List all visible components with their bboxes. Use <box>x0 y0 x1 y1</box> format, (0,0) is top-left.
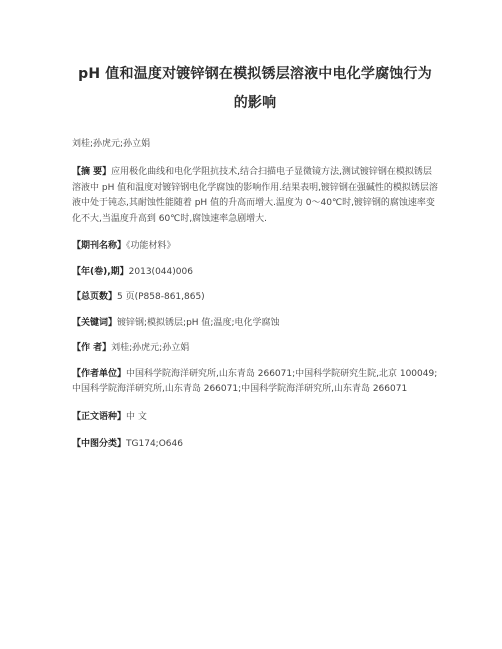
abstract-field <box>72 165 438 227</box>
affiliation-value: 中国科学院海洋研究所,山东青岛 266071;中国科学院研究生院,北京 100049;中国科学院海洋研究所,山东青岛 266071;中国科学院海洋研究所,山东青岛 266071 <box>72 368 438 394</box>
language-value: 中 文 <box>126 411 147 422</box>
abstract-text: 应用极化曲线和电化学阻抗技术,结合扫描电子显微镜方法,测试镀锌钢在模拟锈层溶液中 pH 值和温度对镀锌钢电化学腐蚀的影响作用.结果表明,镀锌钢在强碱性的模拟锈层溶液中处于钝态,其耐蚀性能随着 pH 值的升高而增大.温度为 0～40℃时,镀锌钢的腐蚀速率变化不大,当温度升高到 60℃时,腐蚀速率急剧增大. <box>72 167 438 224</box>
year-value: 2013(044)006 <box>128 266 193 277</box>
classification-value: TG174;O646 <box>126 439 183 449</box>
journal-label: 【期刊名称】 <box>72 241 127 251</box>
authors-line: 刘桂;孙虎元;孙立娟 <box>72 139 151 149</box>
author-value: 刘桂;孙虎元;孙立娟 <box>111 343 190 353</box>
year-field <box>72 265 438 281</box>
classification-label: 【中图分类】 <box>72 439 127 449</box>
language-field <box>72 410 438 426</box>
author-field <box>72 341 438 357</box>
pages-field <box>72 290 438 306</box>
pages-value: 5 页(P858-861,865) <box>117 292 205 302</box>
keywords-field <box>72 316 438 332</box>
language-label: 【正文语种】 <box>72 411 127 422</box>
classification-field <box>72 437 438 453</box>
journal-field <box>72 239 438 255</box>
keywords-label: 【关键词】 <box>72 317 118 328</box>
journal-value: 《功能材料》 <box>126 241 176 251</box>
year-label: 【年(卷),期】 <box>72 266 129 277</box>
abstract-label: 【摘 要】 <box>72 167 112 177</box>
affiliation-field <box>72 367 438 398</box>
author-label: 【作 者】 <box>72 343 112 353</box>
keywords-value: 镀锌钢;模拟锈层;pH 值;温度;电化学腐蚀 <box>117 317 280 328</box>
pages-label: 【总页数】 <box>72 292 118 302</box>
document-title: pH 值和温度对镀锌钢在模拟锈层溶液中电化学腐蚀行为的影响 <box>78 66 432 111</box>
affiliation-label: 【作者单位】 <box>72 368 127 379</box>
